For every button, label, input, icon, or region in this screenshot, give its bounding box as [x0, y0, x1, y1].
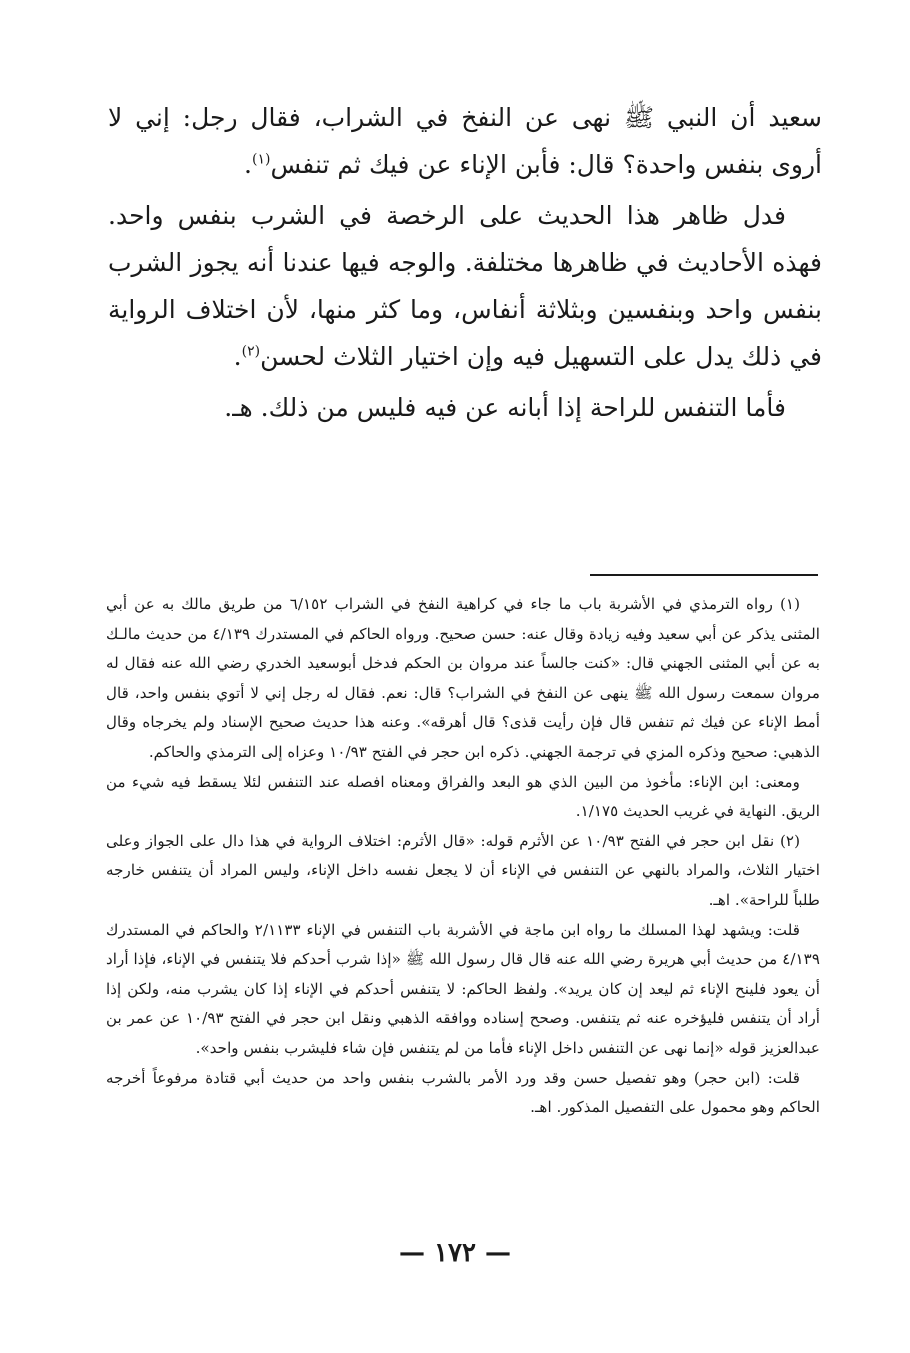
main-paragraph-1-line-1: سعيد أن النبي ﷺ نهى عن النفخ في الشراب، فقال رجل: إني لا أروى [108, 103, 822, 179]
main-paragraph-2 [108, 192, 822, 380]
footnote-ref-1: (١) [251, 151, 271, 168]
footnote-2-conclusion: قلت: (ابن حجر) وهو تفصيل حسن وقد ورد الأمر بالشرب بنفس واحد من حديث أبي قتادة مرفوعاً أخرجه الحاكم وهو محمول على التفصيل المذكور. اهـ. [106, 1068, 820, 1117]
footnote-2-comment: قلت: ويشهد لهذا المسلك ما رواه ابن ماجة في الأشربة باب التنفس في الإناء ٢/١١٣٣ والحاكم في المستدرك ٤/١٣٩ من حديث أبي هريرة رضي الله عنه قال قال رسول الله ﷺ «إذا شرب أحدكم فلا يتنفس في الإناء، فإذا أراد أن يعود فلينح الإناء ثم ليعد إن كان يريد». ولفظ الحاكم: لا يتنفس أحدكم في الإناء إذا كان يشرب منه، ولكن إذا أراد أن يتنفس فليؤخره عنه ثم يتنفس. وصحح إسناده ووافقه الذهبي ونقل ابن حجر في الفتح ١٠/٩٣ عن عمر بن عبدالعزيز قوله «إنما نهى عن التنفس داخل الإناء فأما من لم يتنفس فإن شاء فليشرب بنفس واحد». [106, 920, 820, 1057]
main-paragraph-1 [108, 94, 822, 188]
main-paragraph-3: فأما التنفس للراحة إذا أبانه عن فيه فليس من ذلك. هـ. [224, 393, 786, 422]
main-paragraph-2-text: فدل ظاهر هذا الحديث على الرخصة في الشرب بنفس واحد. فهذه الأحاديث في ظاهرها مختلفة. والوجه فيها عندنا أنه يجوز الشرب بنفس واحد وبنفسين وبثلاثة أنفاس، وما كثر منها، لأن اختلاف الرواية في ذلك يدل على التسهيل فيه وإن اختيار الثلاث لحسن [108, 201, 822, 371]
footnote-1: (١) رواه الترمذي في الأشربة باب ما جاء في كراهية النفخ في الشراب ٦/١٥٢ من طريق مالك به عن أبي المثنى يذكر عن أبي سعيد وفيه زيادة وقال عنه: حسن صحيح. ورواه الحاكم في المستدرك ٤/١٣٩ من حديث مالـك به عن أبي المثنى الجهني قال: «كنت جالساً عند مروان بن الحكم فدخل أبوسعيد الخدري رضي الله عنه فقال له مروان سمعت رسول الله ﷺ ينهى عن النفخ في الشراب؟ قال: نعم. فقال له رجل إني لا أتوي بنفس واحد، قال أمط الإناء عن فيك ثم تنفس قال فإن رأيت قذى؟ قال أهرقه». وعنه هذا حديث صحيح الإسناد ولم يخرجاه وقال الذهبي: صحيح وذكره المزي في ترجمة الجهني. ذكره ابن حجر في الفتح ١٠/٩٣ وعزاه إلى الترمذي والحاكم. [106, 595, 820, 761]
main-paragraph-1-end: . [244, 150, 252, 179]
footnote-1-meaning: ومعنى: ابن الإناء: مأخوذ من البين الذي هو البعد والفراق ومعناه افصله عند التنفس لئلا يسقط فيه شيء من الريق. النهاية في غريب الحديث ١/١٧٥. [106, 772, 820, 821]
main-paragraph-2-end: . [233, 342, 242, 371]
footnotes-section [106, 590, 820, 1123]
main-paragraph-1-line-2: بنفس واحدة؟ قال: فأبن الإناء عن فيك ثم تنفس [270, 150, 764, 179]
footnote-separator [590, 574, 818, 576]
main-body-text [108, 94, 822, 431]
footnote-ref-2: (٢) [241, 343, 261, 360]
page-number: — ١٧٢ — [398, 1238, 512, 1268]
footnote-2: (٢) نقل ابن حجر في الفتح ١٠/٩٣ عن الأثرم قوله: «قال الأثرم: اختلاف الرواية في هذا دال على الجواز وعلى اختيار الثلاث، والمراد بالنهي عن التنفس في الإناء أن لا يجعل نفسه داخل الإناء، وليس المراد أن يتنفس خارجه طلباً للراحة». اهـ. [106, 831, 820, 909]
